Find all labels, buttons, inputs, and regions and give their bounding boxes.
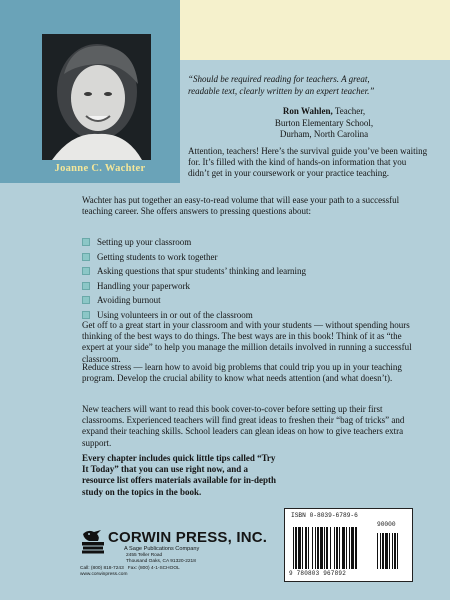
top-right-color-block	[180, 0, 450, 60]
topic-label: Handling your paperwork	[97, 280, 190, 291]
testimonial-name: Ron Wahlen,	[282, 106, 333, 116]
address-line: 2455 Teller Road	[126, 553, 163, 558]
topic-label: Asking questions that spur students’ thinking and learning	[97, 266, 307, 277]
publisher-name: CORWIN PRESS, INC.	[108, 529, 268, 546]
isbn-label: ISBN 0-8039-6789-6	[291, 512, 358, 519]
bird-on-books-logo-icon	[80, 528, 108, 554]
testimonial-attribution	[254, 106, 394, 141]
list-item	[82, 293, 412, 308]
bullet-square-icon	[82, 253, 90, 261]
stress-paragraph: Reduce stress — learn how to avoid big problems that could trip you up in your teaching program. Develop the crucial ability to know what needs attention (and what doesn’t).	[82, 362, 402, 384]
topic-label: Setting up your classroom	[97, 237, 192, 248]
chapter-tips-paragraph: Every chapter includes quick little tips called “Try It Today” that you can use right now, and a resource list offers materials available for in-depth study on the topics in the book.	[82, 453, 276, 497]
publisher-address	[126, 553, 196, 565]
author-name: Joanne C. Wachter	[54, 163, 146, 174]
address-line: Thousand Oaks, CA 91320-2218	[126, 558, 196, 564]
testimonial-title: Teacher,	[334, 106, 366, 116]
overview-paragraph: Wachter has put together an easy-to-read volume that will ease your path to a successful teaching career. She offers answers to pressing questions about:	[82, 195, 400, 217]
list-item	[82, 279, 412, 294]
publisher-contact	[80, 566, 180, 578]
bullet-square-icon	[82, 238, 90, 246]
list-item	[82, 250, 412, 265]
barcode-number: 9 780803 967892	[289, 570, 347, 577]
price-code: 90000	[377, 521, 396, 528]
start-paragraph: Get off to a great start in your classroom and with your students — without spending hours thinking of the best ways to do things. The best ways are in this book! Think of it as “the expert at your side” to help you manage the million details involved in running a successful classroom.	[82, 320, 412, 364]
list-item	[82, 235, 412, 250]
testimonial-school: Burton Elementary School,	[274, 117, 374, 128]
publisher-phone: Call: (800) 818-7243	[80, 566, 124, 571]
testimonial-quote: “Should be required reading for teachers. A great, readable text, clearly written by an expert teacher.”	[188, 74, 375, 96]
barcode-graphic	[291, 527, 406, 569]
publisher-block	[80, 526, 280, 596]
bullet-square-icon	[82, 311, 90, 319]
list-item	[82, 264, 412, 279]
intro-paragraph: Attention, teachers! Here’s the survival guide you’ve been waiting for. It’s filled with the kind of hands-on information that you didn’t get in your coursework or your practice teaching.	[188, 146, 428, 179]
publisher-fax: Fax: (800) 4-1-SCHOOL	[127, 566, 180, 571]
publisher-company: A Sage Publications Company	[124, 546, 200, 552]
testimonial-location: Durham, North Carolina	[279, 129, 369, 139]
bullet-square-icon	[82, 296, 90, 304]
topics-list	[82, 235, 412, 322]
bullet-square-icon	[82, 267, 90, 275]
topic-label: Avoiding burnout	[97, 295, 161, 306]
barcode-box	[284, 508, 413, 582]
topic-label: Getting students to work together	[97, 251, 218, 262]
new-teachers-paragraph: New teachers will want to read this book cover-to-cover before setting up their first classrooms. Experienced teachers will find great ideas to freshen their “bag of tricks” and expand their teaching skills. School leaders can glean ideas on how to give teachers extra support.	[82, 404, 405, 448]
topic-label: Using volunteers in or out of the classroom	[97, 309, 253, 320]
author-photo	[42, 34, 151, 160]
bullet-square-icon	[82, 282, 90, 290]
publisher-website: www.corwinpress.com	[80, 572, 128, 577]
